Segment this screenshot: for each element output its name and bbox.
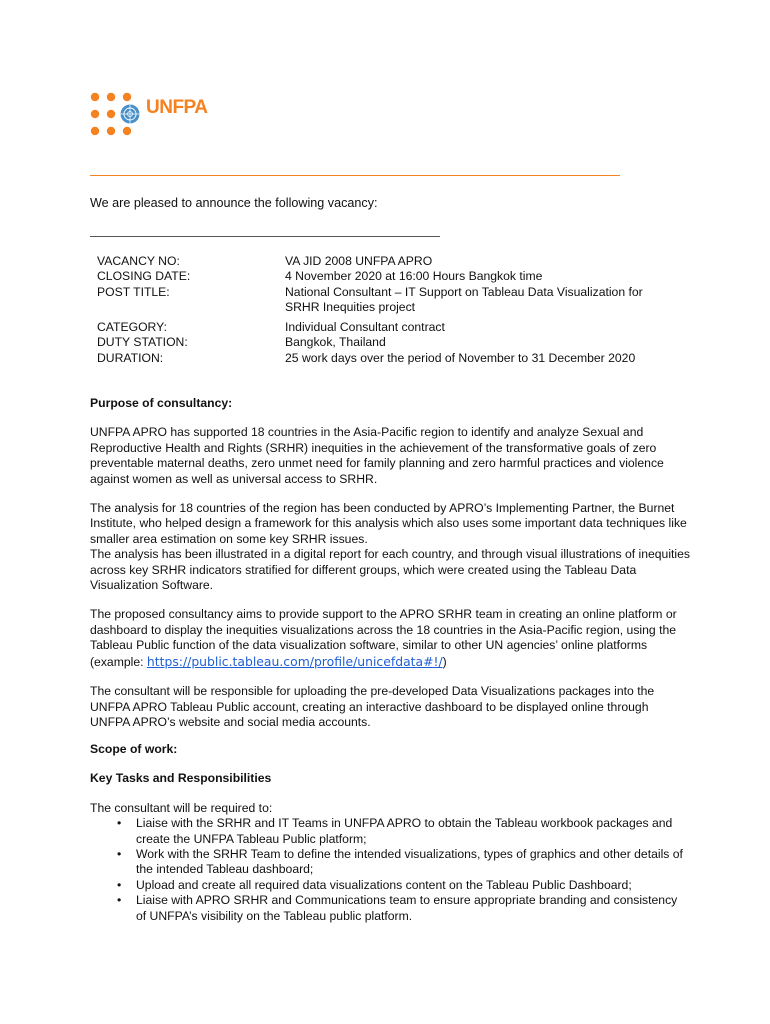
- value-duration: 25 work days over the period of November to 31 December 2020: [285, 350, 636, 365]
- key-tasks-heading: Key Tasks and Responsibilities: [90, 771, 272, 786]
- value-vacancy-no: VA JID 2008 UNFPA APRO: [285, 254, 433, 268]
- logo-text: UNFPA: [146, 97, 208, 118]
- list-item: [90, 893, 690, 924]
- bullet-icon: •: [117, 816, 122, 831]
- vacancy-details: [97, 254, 697, 366]
- purpose-paragraph-3: The analysis has been illustrated in a digital report for each country, and through visual illustrations of inequities across key SRHR indicators stratified for different groups, which were created using the Tableau Data Visualization Software.: [90, 547, 691, 593]
- purpose-paragraph-4: [90, 607, 690, 670]
- list-item-text: Upload and create all required data visualizations content on the Tableau Public Dashboard;: [136, 877, 632, 892]
- bullet-icon: •: [117, 877, 122, 892]
- label-duty-station: DUTY STATION:: [97, 335, 188, 350]
- label-duration: DURATION:: [97, 350, 164, 365]
- scope-heading: Scope of work:: [90, 742, 178, 756]
- list-item-text: Work with the SRHR Team to define the intended visualizations, types of graphics and other details of the intended Tableau dashboard;: [136, 847, 683, 877]
- value-duty-station: Bangkok, Thailand: [285, 335, 386, 350]
- list-item: [90, 847, 690, 878]
- label-closing-date: CLOSING DATE:: [97, 269, 191, 284]
- value-post-title-line2: SRHR Inequities project: [285, 300, 416, 315]
- tableau-example-link[interactable]: https://public.tableau.com/profile/unicefdata#!/: [146, 653, 443, 669]
- list-item-text: Liaise with APRO SRHR and Communications team to ensure appropriate branding and consistency of UNFPA’s visibility on the Tableau public platform.: [136, 893, 678, 923]
- header-divider: [90, 175, 620, 176]
- value-category: Individual Consultant contract: [285, 320, 445, 334]
- responsibilities-list: [90, 816, 690, 924]
- bullet-icon: •: [117, 893, 122, 908]
- purpose-heading: Purpose of consultancy:: [90, 396, 233, 410]
- purpose-section: [90, 396, 690, 730]
- example-suffix: ): [442, 654, 447, 669]
- label-post-title: POST TITLE:: [97, 284, 170, 299]
- purpose-paragraph-5: The consultant will be responsible for uploading the pre-developed Data Visualizations packages into the UNFPA APRO Tableau Public account, creating an interactive dashboard to be displayed online through UNFPA APRO’s website and social media accounts.: [90, 684, 655, 729]
- list-item: [90, 816, 690, 847]
- list-item: [90, 878, 690, 893]
- purpose-paragraph-1: UNFPA APRO has supported 18 countries in the Asia-Pacific region to identify and analyze Sexual and Reproductive Health and Rights (SRHR) inequities in the achievement of the transformative goals of zero preventable maternal deaths, zero unmet need for family planning and zero harmful practices and violence against women as well as universal access to SRHR.: [90, 425, 664, 486]
- label-vacancy-no: VACANCY NO:: [97, 254, 180, 268]
- list-item-text: Liaise with the SRHR and IT Teams in UNFPA APRO to obtain the Tableau workbook packages and create the UNFPA Tableau Public platform;: [136, 816, 673, 846]
- purpose-paragraph-2: The analysis for 18 countries of the region has been conducted by APRO’s Implementing Partner, the Burnet Institute, who helped design a framework for this analysis which also uses some important data techniques like smaller area estimation on some key SRHR issues.: [90, 501, 687, 546]
- vacancy-divider: [90, 236, 440, 237]
- scope-intro: The consultant will be required to:: [90, 800, 273, 815]
- value-post-title-line1: National Consultant – IT Support on Tableau Data Visualization for: [285, 284, 643, 299]
- intro-text: We are pleased to announce the following vacancy:: [90, 196, 378, 210]
- bullet-icon: •: [117, 847, 122, 862]
- scope-section: [90, 742, 690, 924]
- purpose-p4-text: The proposed consultancy aims to provide support to the APRO SRHR team in creating an online platform or dashboard to display the inequities visualizations across the 18 countries in the Asia-Pacific region, using the Tableau Public function of the data visualization software, similar to other UN agencies’ online platforms: [90, 607, 677, 653]
- label-category: CATEGORY:: [97, 320, 167, 334]
- example-prefix: (example:: [90, 654, 147, 669]
- value-closing-date: 4 November 2020 at 16:00 Hours Bangkok time: [285, 269, 543, 284]
- un-emblem-icon: [121, 105, 140, 124]
